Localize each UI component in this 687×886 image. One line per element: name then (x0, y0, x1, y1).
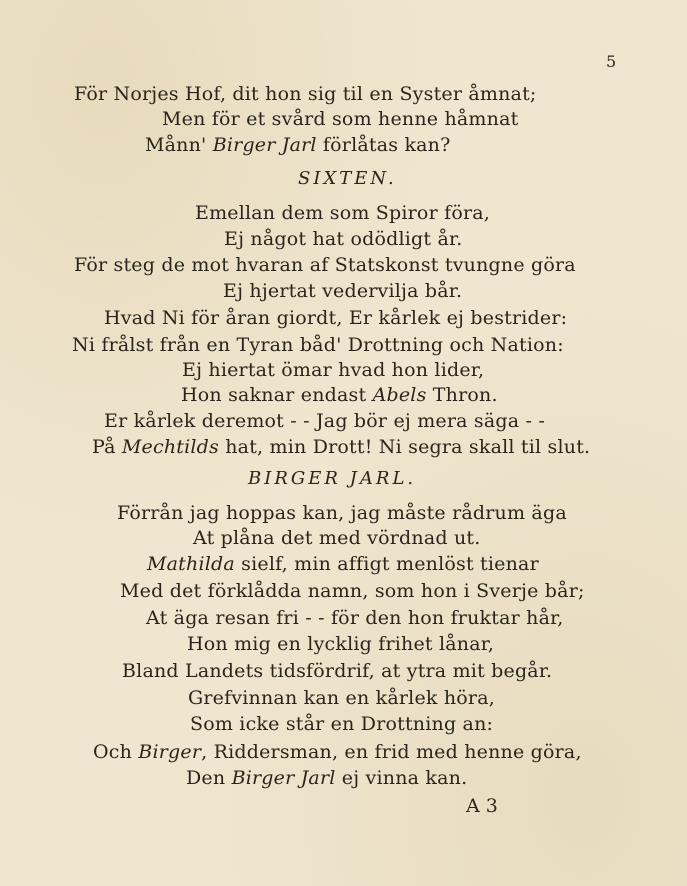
line-text: Grefvinnan kan en kårlek höra, (188, 687, 495, 709)
verse-line (146, 606, 564, 630)
line-text: Ej hjertat vedervilja bår. (223, 280, 463, 302)
line-text: Emellan dem som Spiror föra, (195, 202, 491, 224)
line-text: Hon saknar endast (181, 384, 373, 406)
verse-line (120, 579, 585, 603)
line-text: At äga resan fri - - för den hon fruktar hår, (146, 607, 564, 629)
verse-line (104, 306, 567, 330)
line-text: Thron. (426, 384, 498, 406)
line-text: För Norjes Hof, dit hon sig til en Syster åmnat; (74, 83, 537, 105)
verse-line (122, 659, 552, 683)
line-text-italic: Mathilda (147, 553, 235, 575)
verse-line (74, 82, 537, 106)
verse-line (188, 686, 495, 710)
line-text: Med det förklådda namn, som hon i Sverje bår; (120, 580, 585, 602)
line-text: Förrån jag hoppas kan, jag måste rådrum äga (117, 502, 567, 524)
line-text: Ej något hat odödligt år. (224, 228, 463, 250)
verse-line (223, 279, 462, 303)
verse-line (195, 201, 490, 225)
line-text: förlåtas kan? (316, 134, 451, 156)
verse-line (224, 227, 462, 251)
line-text: Er kårlek deremot - - Jag bör ej mera säga - - (104, 410, 546, 432)
verse-line (181, 383, 498, 407)
verse-line (162, 107, 518, 131)
speaker-name: BIRGER JARL. (248, 468, 417, 489)
line-text: sielf, min affigt menlöst tienar (234, 553, 539, 575)
line-text: Och (93, 741, 139, 763)
verse-line (186, 766, 467, 790)
verse-line (193, 526, 480, 550)
line-text: Men för et svård som henne håmnat (162, 108, 519, 130)
line-text: Den (186, 767, 232, 789)
verse-line (92, 435, 590, 459)
line-text-italic: Birger Jarl (231, 767, 336, 789)
line-text: För steg de mot hvaran af Statskonst tvungne göra (74, 254, 576, 276)
line-text: At plåna det med vördnad ut. (193, 527, 481, 549)
page-number: 5 (606, 52, 617, 71)
catchword: A 3 (466, 795, 498, 817)
verse-line (190, 712, 493, 736)
line-text: hat, min Drott! Ni segra skall til slut. (219, 436, 591, 458)
verse-line (72, 333, 564, 357)
speaker-heading-sixten (298, 167, 397, 191)
verse-line (145, 133, 451, 157)
line-text-italic: Mechtilds (121, 436, 219, 458)
line-text-italic: Abels (372, 384, 427, 406)
line-text-italic: Birger (138, 741, 202, 763)
verse-line (182, 358, 484, 382)
line-text: Ni frålst från en Tyran båd' Drottning och Nation: (72, 334, 564, 356)
verse-line (147, 552, 539, 576)
line-text: , Riddersman, en frid med henne göra, (201, 741, 582, 763)
verse-line (93, 740, 582, 764)
line-text: På (92, 436, 122, 458)
line-text: Hvad Ni för åran giordt, Er kårlek ej bestrider: (104, 307, 568, 329)
verse-line (117, 501, 567, 525)
line-text: Månn' (145, 134, 213, 156)
line-text: Hon mig en lycklig frihet lånar, (187, 633, 495, 655)
line-text: Som icke står en Drottning an: (190, 713, 494, 735)
line-text: ej vinna kan. (335, 767, 468, 789)
verse-line (187, 632, 494, 656)
speaker-name: SIXTEN. (298, 168, 397, 189)
line-text: Bland Landets tidsfördrif, at ytra mit begår. (122, 660, 553, 682)
verse-line (104, 409, 545, 433)
verse-line (74, 253, 576, 277)
speaker-heading-birger-jarl (248, 467, 416, 491)
line-text: Ej hiertat ömar hvad hon lider, (182, 359, 485, 381)
line-text-italic: Birger Jarl (212, 134, 317, 156)
